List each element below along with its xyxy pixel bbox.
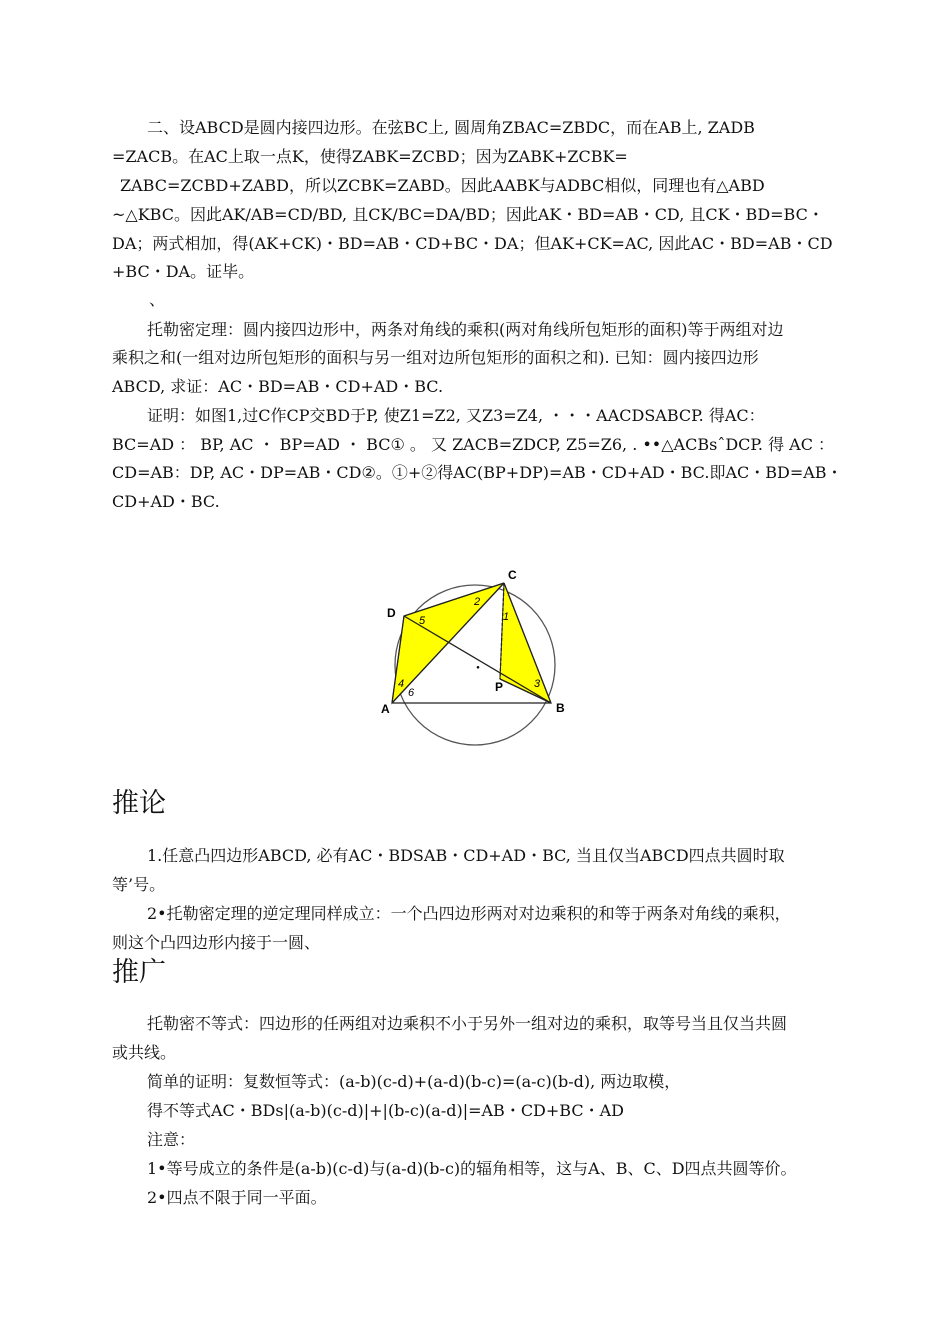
corollary-line-2: 等’号。 [112,875,166,894]
theorem-line-7: CD+AD・BC. [112,492,220,511]
generalization-line-7: 2•四点不限于同一平面。 [147,1188,327,1207]
proof-line-6: +BC・DA。证毕。 [112,262,255,281]
theorem-line-4: 证明：如图1,过C作CP交BD于P, 使Z1=Z2, 又Z3=Z4, ・・・AACDSABCP. 得AC： [147,406,765,425]
angle-label-2: 2 [474,596,481,608]
proof-line-3: ZABC=ZCBD+ZABD，所以ZCBK=ZABD。因此AABK与ADBC相似，同理也有△ABD [120,176,765,195]
angle-label-1: 1 [503,611,510,623]
corollary-line-4: 则这个凸四边形内接于一圆、 [112,933,321,952]
generalization-line-1: 托勒密不等式：四边形的任两组对边乘积不小于另外一组对边的乘积，取等号当且仅当共圆 [147,1014,788,1033]
generalization-line-2: 或共线。 [112,1043,177,1062]
corollary-line-1: 1.任意凸四边形ABCD, 必有AC・BDSAB・CD+AD・BC, 当且仅当ABCD四点共圆时取 [147,846,785,865]
circle-center-mark: ・ [471,660,485,676]
corollary-line-3: 2•托勒密定理的逆定理同样成立：一个凸四边形两对对边乘积的和等于两条对角线的乘积， [147,904,791,923]
label-a: A [381,702,390,716]
angle-label-5: 5 [419,615,426,627]
angle-label-6: 6 [408,687,415,699]
angle-label-4: 4 [398,678,405,690]
theorem-line-3: ABCD, 求证：AC・BD=AB・CD+AD・BC. [112,377,444,396]
label-d: D [387,606,396,620]
proof-line-1: 二、设ABCD是圆内接四边形。在弦BC上, 圆周角ZBAC=ZBDC，而在AB上, ZADB [147,118,755,137]
angle-label-3: 3 [534,678,541,690]
generalization-line-4: 得不等式AC・BDs|(a-b)(c-d)|+|(b-c)(a-d)|=AB・CD+BC・AD [147,1101,624,1120]
theorem-line-2: 乘积之和(一组对边所包矩形的面积与另一组对边所包矩形的面积之和). 已知：圆内接四边形 [112,348,759,367]
proof-line-7: 、 [149,290,166,309]
label-p: P [495,680,504,694]
proof-line-4: ~△KBC。因此AK/AB=CD/BD, 且CK/BC=DA/BD；因此AK・BD=AB・CD, 且CK・BD=BC・ [112,205,824,224]
label-b: B [556,701,565,715]
generalization-line-5: 注意： [147,1130,196,1149]
ptolemy-figure [370,565,580,765]
cyclic-quadrilateral-diagram [370,565,580,765]
generalization-line-6: 1•等号成立的条件是(a-b)(c-d)与(a-d)(b-c)的辐角相等，这与A、B、C、D四点共圆等价。 [147,1159,797,1178]
theorem-line-6: CD=AB：DP, AC・DP=AB・CD②。①+②得AC(BP+DP)=AB・CD+AD・BC.即AC・BD=AB・ [112,463,843,482]
generalization-heading: 推广 [112,957,166,988]
corollary-heading: 推论 [112,788,166,819]
theorem-line-1: 托勒密定理：圆内接四边形中，两条对角线的乘积(两对角线所包矩形的面积)等于两组对边 [147,320,784,339]
generalization-line-3: 简单的证明：复数恒等式：(a-b)(c-d)+(a-d)(b-c)=(a-c)(b-d), 两边取模， [147,1072,681,1091]
theorem-line-5: BC=AD ： BP, AC ・ BP=AD ・ BC① 。 又 ZACB=ZDCP, Z5=Z6, . ••△ACBsˆDCP. 得 AC ： [112,435,835,454]
proof-line-2: =ZACB。在AC上取一点K，使得ZABK=ZCBD；因为ZABK+ZCBK= [112,147,628,166]
proof-line-5: DA；两式相加，得(AK+CK)・BD=AB・CD+BC・DA；但AK+CK=AC, 因此AC・BD=AB・CD [112,234,833,253]
label-c: C [508,568,517,582]
